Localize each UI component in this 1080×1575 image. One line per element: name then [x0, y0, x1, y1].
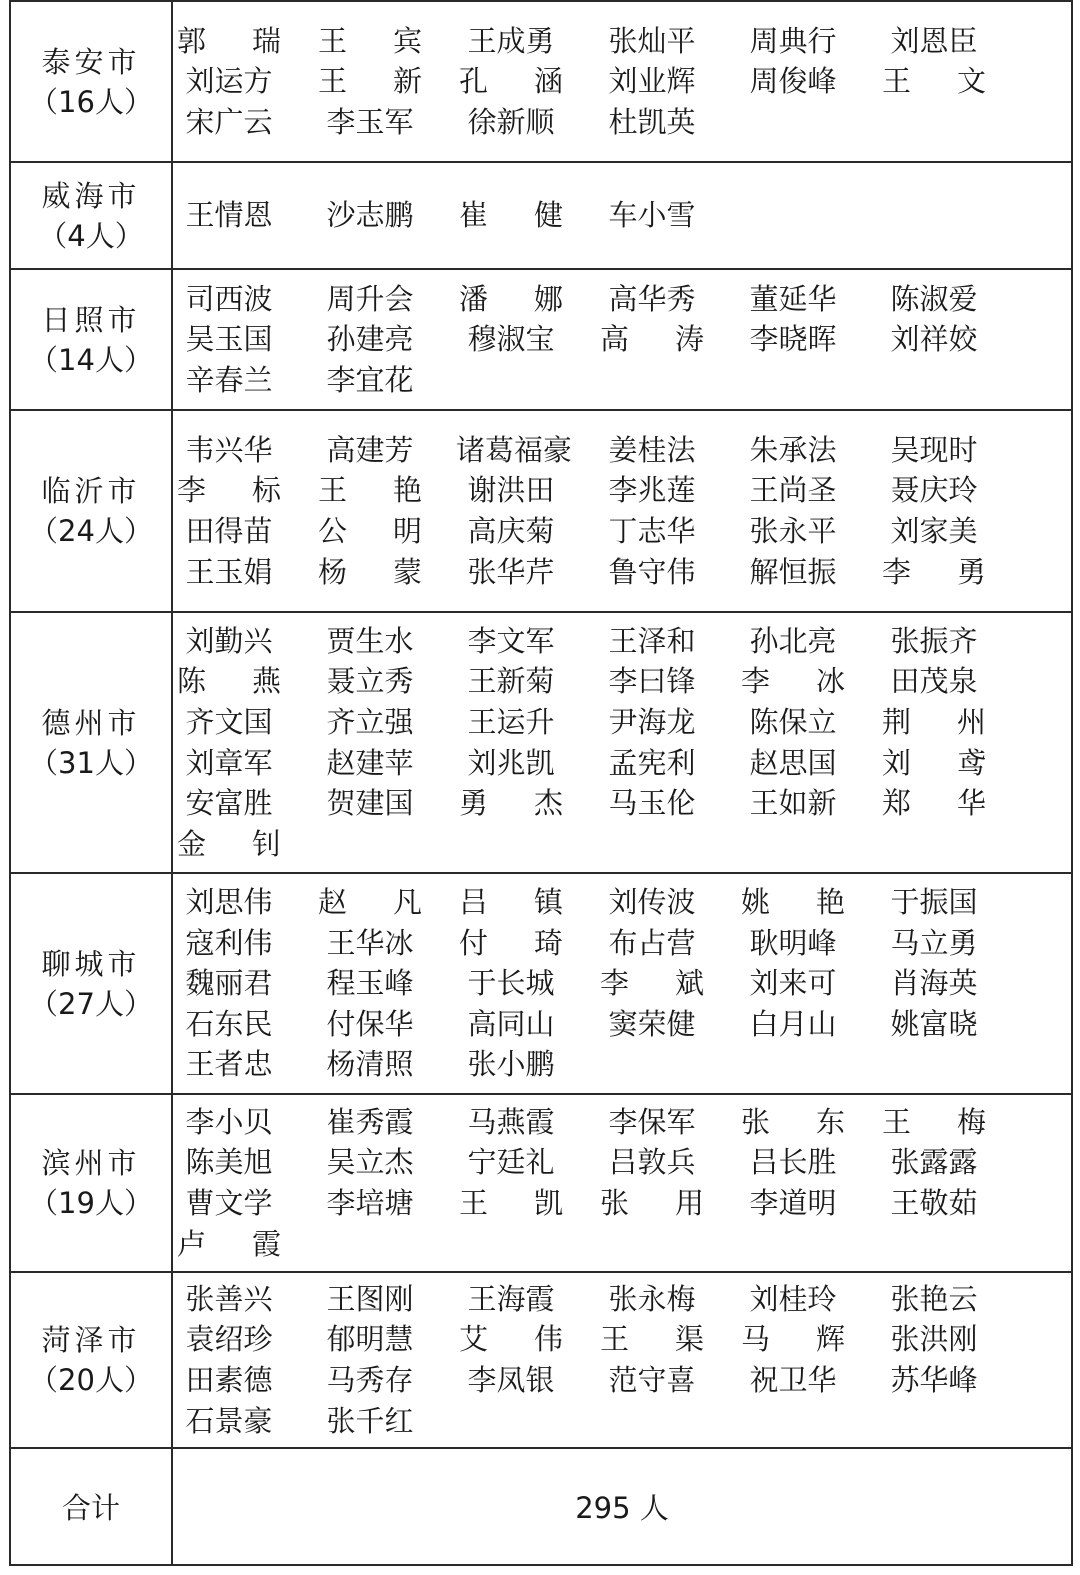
- person-name: 耿明峰: [749, 925, 837, 960]
- person-name: 高同山: [467, 1006, 555, 1041]
- person-name: 赵建苹: [326, 745, 414, 780]
- person-name: 白月山: [749, 1006, 837, 1041]
- person-name: 王 宾: [318, 23, 422, 58]
- person-name: 王 渠: [600, 1322, 704, 1357]
- city-cell: [10, 1094, 172, 1272]
- person-name: 宋广云: [185, 104, 273, 139]
- person-name: 刘恩臣: [890, 23, 978, 58]
- person-name: 张永平: [749, 514, 837, 548]
- person-name: 徐新顺: [467, 104, 555, 139]
- city-name: 泰安市: [41, 44, 141, 79]
- names-cell: [172, 410, 1072, 612]
- total-row: [10, 1448, 1072, 1565]
- person-name: 马玉伦: [608, 786, 696, 821]
- person-name: 魏丽君: [185, 966, 273, 1001]
- person-name: 吕敦兵: [608, 1145, 696, 1180]
- person-name: 贾生水: [326, 623, 414, 658]
- person-name: 聂立秀: [326, 664, 414, 699]
- person-name: 程玉峰: [326, 966, 414, 1001]
- city-name: 日照市: [41, 302, 141, 337]
- person-name: 沙志鹏: [326, 198, 414, 233]
- city-row-binzhou: [10, 1094, 1072, 1272]
- person-name: 郭 瑞: [177, 23, 281, 58]
- city-cell: [10, 612, 172, 873]
- person-name: 张灿平: [608, 23, 696, 58]
- city-count: （27人）: [29, 986, 153, 1021]
- person-name: 田素德: [185, 1363, 273, 1397]
- names-cell: [172, 1272, 1072, 1448]
- person-name: 李凤银: [467, 1363, 555, 1397]
- city-cell: [10, 269, 172, 410]
- city-row-linyi: [10, 410, 1072, 612]
- city-count: （4人）: [38, 218, 144, 253]
- person-name: 尹海龙: [608, 704, 696, 739]
- person-name: 王泽和: [608, 623, 696, 658]
- person-name: 王 凯: [459, 1186, 563, 1220]
- names-grid: [177, 621, 1071, 865]
- names-cell: [172, 1, 1072, 162]
- person-name: 姚富晓: [890, 1006, 978, 1041]
- city-count: （19人）: [29, 1186, 153, 1220]
- person-name: 王新菊: [467, 664, 555, 699]
- person-name: 王图刚: [326, 1281, 414, 1316]
- person-name: 李曰锋: [608, 664, 696, 699]
- person-name: 刘祥姣: [890, 322, 978, 357]
- person-name: 司西波: [185, 281, 273, 316]
- person-name: 王尚圣: [749, 473, 837, 508]
- names-grid: [177, 279, 1071, 401]
- city-row-dezhou: [10, 612, 1072, 873]
- names-grid: [177, 21, 1071, 143]
- person-name: 李 斌: [600, 966, 704, 1001]
- names-grid: [177, 1279, 1071, 1441]
- person-name: 聂庆玲: [890, 473, 978, 508]
- person-name: 安富胜: [185, 786, 273, 821]
- person-name: 谢洪田: [467, 473, 555, 508]
- person-name: 布占营: [608, 925, 696, 960]
- person-name: 窦荣健: [608, 1006, 696, 1041]
- city-count: （24人）: [29, 514, 153, 548]
- person-name: 高建芳: [326, 432, 414, 467]
- person-name: 孔 涵: [459, 64, 563, 99]
- person-name: 赵思国: [749, 745, 837, 780]
- person-name: 于长城: [467, 966, 555, 1001]
- person-name: 鲁守伟: [608, 554, 696, 589]
- names-grid: [177, 195, 1071, 236]
- person-name: 石景豪: [185, 1403, 273, 1438]
- person-name: 卢 霞: [177, 1226, 281, 1261]
- person-name: 李道明: [749, 1186, 837, 1220]
- person-name: 姚 艳: [741, 885, 845, 920]
- person-name: 范守喜: [608, 1363, 696, 1397]
- person-name: 李 勇: [882, 554, 986, 589]
- person-name: 贺建国: [326, 786, 414, 821]
- names-cell: [172, 162, 1072, 269]
- names-cell: [172, 873, 1072, 1094]
- person-name: 张永梅: [608, 1281, 696, 1316]
- person-name: 张善兴: [185, 1281, 273, 1316]
- person-name: 王情恩: [185, 198, 273, 233]
- city-row-liaocheng: [10, 873, 1072, 1094]
- person-name: 荆 州: [882, 704, 986, 739]
- person-name: 杨 蒙: [318, 554, 422, 589]
- person-name: 肖海英: [890, 966, 978, 1001]
- person-name: 陈淑爱: [890, 281, 978, 316]
- person-name: 付保华: [326, 1006, 414, 1041]
- person-name: 王华冰: [326, 925, 414, 960]
- person-name: 张洪刚: [890, 1322, 978, 1357]
- person-name: 诸葛福豪: [455, 432, 572, 467]
- person-name: 张 用: [600, 1186, 704, 1220]
- total-value: 295 人: [172, 1448, 1072, 1565]
- person-name: 董延华: [749, 281, 837, 316]
- person-name: 石东民: [185, 1006, 273, 1041]
- person-name: 吕长胜: [749, 1145, 837, 1180]
- person-name: 吴玉国: [185, 322, 273, 357]
- person-name: 韦兴华: [185, 432, 273, 467]
- person-name: 寇利伟: [185, 925, 273, 960]
- person-name: 姜桂法: [608, 432, 696, 467]
- person-name: 于振国: [890, 885, 978, 920]
- person-name: 马秀存: [326, 1363, 414, 1397]
- person-name: 王敬茹: [890, 1186, 978, 1220]
- person-name: 曹文学: [185, 1186, 273, 1220]
- person-name: 刘来可: [749, 966, 837, 1001]
- person-name: 王成勇: [467, 23, 555, 58]
- person-name: 张 东: [741, 1104, 845, 1139]
- city-name: 滨州市: [41, 1146, 141, 1180]
- person-name: 李晓晖: [749, 322, 837, 357]
- person-name: 周俊峰: [749, 64, 837, 99]
- city-name: 德州市: [41, 705, 141, 740]
- person-name: 吕 镇: [459, 885, 563, 920]
- person-name: 王运升: [467, 704, 555, 739]
- person-name: 赵 凡: [318, 885, 422, 920]
- person-name: 李 冰: [741, 664, 845, 699]
- person-name: 刘桂玲: [749, 1281, 837, 1316]
- person-name: 马燕霞: [467, 1104, 555, 1139]
- names-grid: [177, 430, 1071, 592]
- person-name: 王海霞: [467, 1281, 555, 1316]
- person-name: 穆淑宝: [467, 322, 555, 357]
- person-name: 刘思伟: [185, 885, 273, 920]
- person-name: 孙北亮: [749, 623, 837, 658]
- person-name: 张露露: [890, 1145, 978, 1180]
- person-name: 周升会: [326, 281, 414, 316]
- person-name: 金 钊: [177, 826, 281, 861]
- person-name: 刘业辉: [608, 64, 696, 99]
- person-name: 祝卫华: [749, 1363, 837, 1397]
- city-name: 临沂市: [41, 474, 141, 508]
- person-name: 李 标: [177, 473, 281, 508]
- person-name: 李保军: [608, 1104, 696, 1139]
- person-name: 孟宪利: [608, 745, 696, 780]
- city-cell: [10, 1, 172, 162]
- names-cell: [172, 269, 1072, 410]
- names-cell: [172, 612, 1072, 873]
- person-name: 张千红: [326, 1403, 414, 1438]
- person-name: 丁志华: [608, 514, 696, 548]
- person-name: 解恒振: [749, 554, 837, 589]
- person-name: 张艳云: [890, 1281, 978, 1316]
- person-name: 刘家美: [890, 514, 978, 548]
- person-name: 孙建亮: [326, 322, 414, 357]
- person-name: 刘传波: [608, 885, 696, 920]
- person-name: 王 新: [318, 64, 422, 99]
- person-name: 张华芹: [467, 554, 555, 589]
- city-cell: [10, 1272, 172, 1448]
- city-cell: [10, 162, 172, 269]
- person-name: 刘 鸢: [882, 745, 986, 780]
- person-name: 刘兆凯: [467, 745, 555, 780]
- total-label: 合计: [10, 1448, 172, 1565]
- person-name: 高华秀: [608, 281, 696, 316]
- names-grid: [177, 1102, 1071, 1264]
- roster-body: [10, 1, 1072, 1565]
- person-name: 刘勤兴: [185, 623, 273, 658]
- person-name: 李文军: [467, 623, 555, 658]
- city-cell: [10, 410, 172, 612]
- person-name: 齐文国: [185, 704, 273, 739]
- city-count: （14人）: [29, 342, 153, 377]
- person-name: 齐立强: [326, 704, 414, 739]
- person-name: 公 明: [318, 514, 422, 548]
- person-name: 李玉军: [326, 104, 414, 139]
- person-name: 李宜花: [326, 362, 414, 397]
- person-name: 李培塘: [326, 1186, 414, 1220]
- person-name: 袁绍珍: [185, 1322, 273, 1357]
- person-name: 崔秀霞: [326, 1104, 414, 1139]
- person-name: 周典行: [749, 23, 837, 58]
- person-name: 郁明慧: [326, 1322, 414, 1357]
- person-name: 李小贝: [185, 1104, 273, 1139]
- person-name: 艾 伟: [459, 1322, 563, 1357]
- city-name: 聊城市: [41, 946, 141, 981]
- person-name: 杨清照: [326, 1047, 414, 1082]
- person-name: 高庆菊: [467, 514, 555, 548]
- person-name: 车小雪: [608, 198, 696, 233]
- person-name: 张小鹏: [467, 1047, 555, 1082]
- person-name: 吴立杰: [326, 1145, 414, 1180]
- person-name: 宁廷礼: [467, 1145, 555, 1180]
- person-name: 王玉娟: [185, 554, 273, 589]
- person-name: 田茂泉: [890, 664, 978, 699]
- person-name: 陈保立: [749, 704, 837, 739]
- city-row-taian: [10, 1, 1072, 162]
- person-name: 郑 华: [882, 786, 986, 821]
- names-cell: [172, 1094, 1072, 1272]
- person-name: 马 辉: [741, 1322, 845, 1357]
- city-count: （16人）: [29, 84, 153, 119]
- city-name: 威海市: [41, 178, 141, 213]
- person-name: 高 涛: [600, 322, 704, 357]
- person-name: 崔 健: [459, 198, 563, 233]
- person-name: 吴现时: [890, 432, 978, 467]
- person-name: 马立勇: [890, 925, 978, 960]
- city-name: 菏泽市: [41, 1323, 141, 1357]
- city-count: （31人）: [29, 745, 153, 780]
- roster-table: [9, 0, 1073, 1566]
- person-name: 苏华峰: [890, 1363, 978, 1397]
- city-row-heze: [10, 1272, 1072, 1448]
- person-name: 勇 杰: [459, 786, 563, 821]
- person-name: 王 艳: [318, 473, 422, 508]
- city-count: （20人）: [29, 1363, 153, 1397]
- person-name: 王 文: [882, 64, 986, 99]
- person-name: 陈 燕: [177, 664, 281, 699]
- city-cell: [10, 873, 172, 1094]
- person-name: 潘 娜: [459, 281, 563, 316]
- person-name: 杜凯英: [608, 104, 696, 139]
- city-row-weihai: [10, 162, 1072, 269]
- person-name: 田得苗: [185, 514, 273, 548]
- names-grid: [177, 882, 1071, 1085]
- person-name: 辛春兰: [185, 362, 273, 397]
- person-name: 李兆莲: [608, 473, 696, 508]
- person-name: 张振齐: [890, 623, 978, 658]
- person-name: 王 梅: [882, 1104, 986, 1139]
- person-name: 朱承法: [749, 432, 837, 467]
- person-name: 刘章军: [185, 745, 273, 780]
- person-name: 王者忠: [185, 1047, 273, 1082]
- person-name: 付 琦: [459, 925, 563, 960]
- person-name: 刘运方: [185, 64, 273, 99]
- person-name: 王如新: [749, 786, 837, 821]
- person-name: 陈美旭: [185, 1145, 273, 1180]
- city-row-rizhao: [10, 269, 1072, 410]
